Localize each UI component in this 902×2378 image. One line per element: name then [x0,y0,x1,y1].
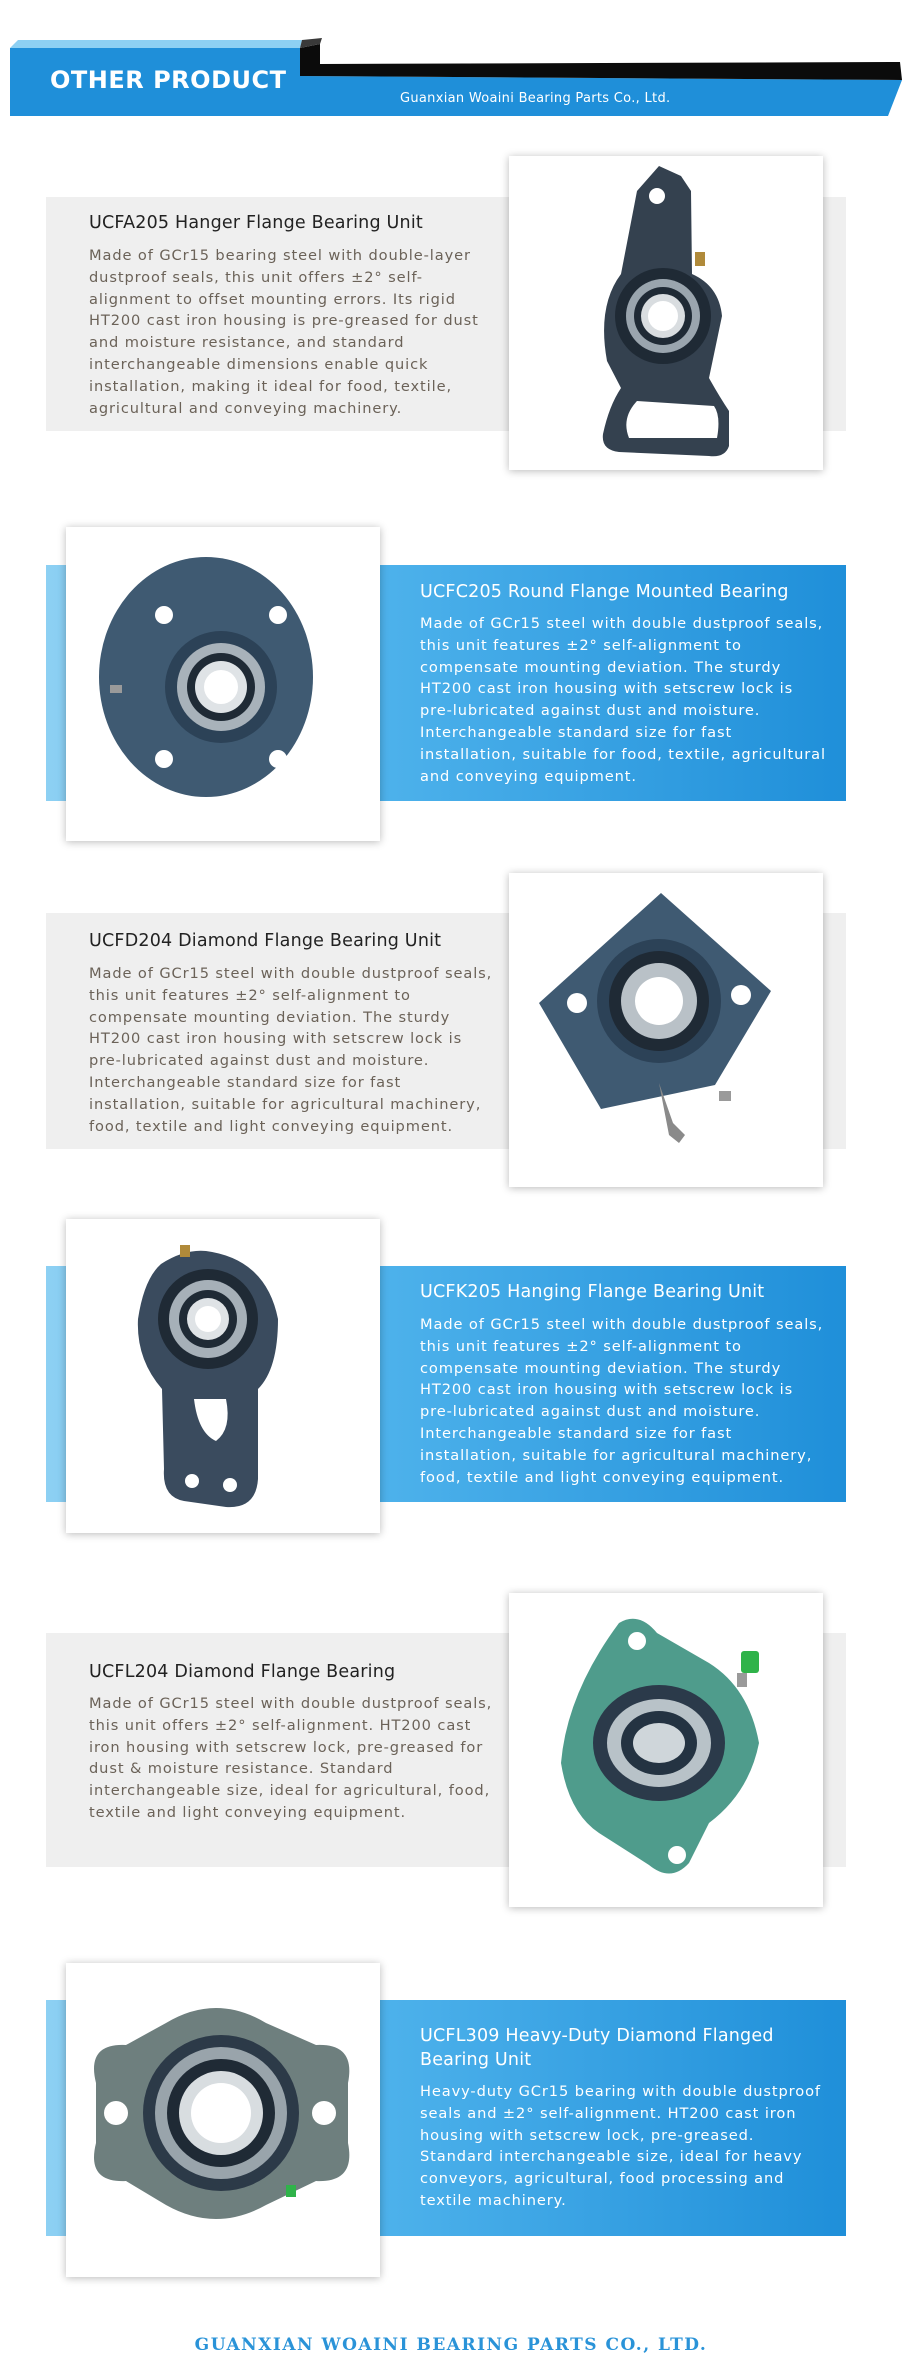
product-image [66,1963,380,2277]
section-title: OTHER PRODUCT [50,66,287,94]
product-description: Made of GCr15 steel with double dustproof seals, this unit offers ±2° self-alignment. HT200 cast iron housing with setscrew lock, pre-greased for dust & moisture resistance. Standard interchangeable size, ideal for agricultural, food, textile and light conveying equipment. [89,1695,493,1821]
product-description: Made of GCr15 steel with double dustproof seals, this unit features ±2° self-alignment to compensate mounting deviation. The sturdy HT200 cast iron housing with setscrew lock is pre-lubricated against dust and moisture. Interchangeable standard size for fast installation, suitable for agricultural machinery, food, textile and light conveying equipment. [420,1316,824,1486]
product-title: UCFL204 Diamond Flange Bearing [89,1662,396,1682]
product-image [509,156,823,470]
product-title: UCFL309 Heavy-Duty Diamond Flanged Bearing Unit [420,2026,774,2070]
product-image [66,1219,380,1533]
company-name: Guanxian Woaini Bearing Parts Co., Ltd. [400,91,671,106]
product-description: Heavy-duty GCr15 bearing with double dustproof seals and ±2° self-alignment. HT200 cast iron housing with setscrew lock, pre-greased. Standard interchangeable size, ideal for heavy conveyors, agricultural, food processing and textile machinery. [420,2083,821,2209]
product-title: UCFD204 Diamond Flange Bearing Unit [89,931,442,951]
footer-company-name: GUANXIAN WOAINI BEARING PARTS CO., LTD. [194,2335,708,2355]
product-title: UCFC205 Round Flange Mounted Bearing [420,582,789,602]
product-image [509,873,823,1187]
product-title: UCFA205 Hanger Flange Bearing Unit [89,213,423,233]
product-description: Made of GCr15 bearing steel with double-layer dustproof seals, this unit offers ±2° self-alignment to offset mounting errors. Its rigid HT200 cast iron housing is pre-greased for dust and moisture resistance, and standard interchangeable dimensions enable quick installation, making it ideal for food, textile, agricultural and conveying machinery. [89,247,479,417]
product-description: Made of GCr15 steel with double dustproof seals, this unit features ±2° self-alignment to compensate mounting deviation. The sturdy HT200 cast iron housing with setscrew lock is pre-lubricated against dust and moisture. Interchangeable standard size for fast installation, suitable for agricultural machinery, food, textile and light conveying equipment. [89,965,493,1135]
product-image [509,1593,823,1907]
product-title: UCFK205 Hanging Flange Bearing Unit [420,1282,765,1302]
product-image [66,527,380,841]
product-description: Made of GCr15 steel with double dustproof seals, this unit features ±2° self-alignment to compensate mounting deviation. The sturdy HT200 cast iron housing with setscrew lock is pre-lubricated against dust and moisture. Interchangeable standard size for fast installation, suitable for food, textile, agricultural and conveying equipment. [420,615,826,785]
